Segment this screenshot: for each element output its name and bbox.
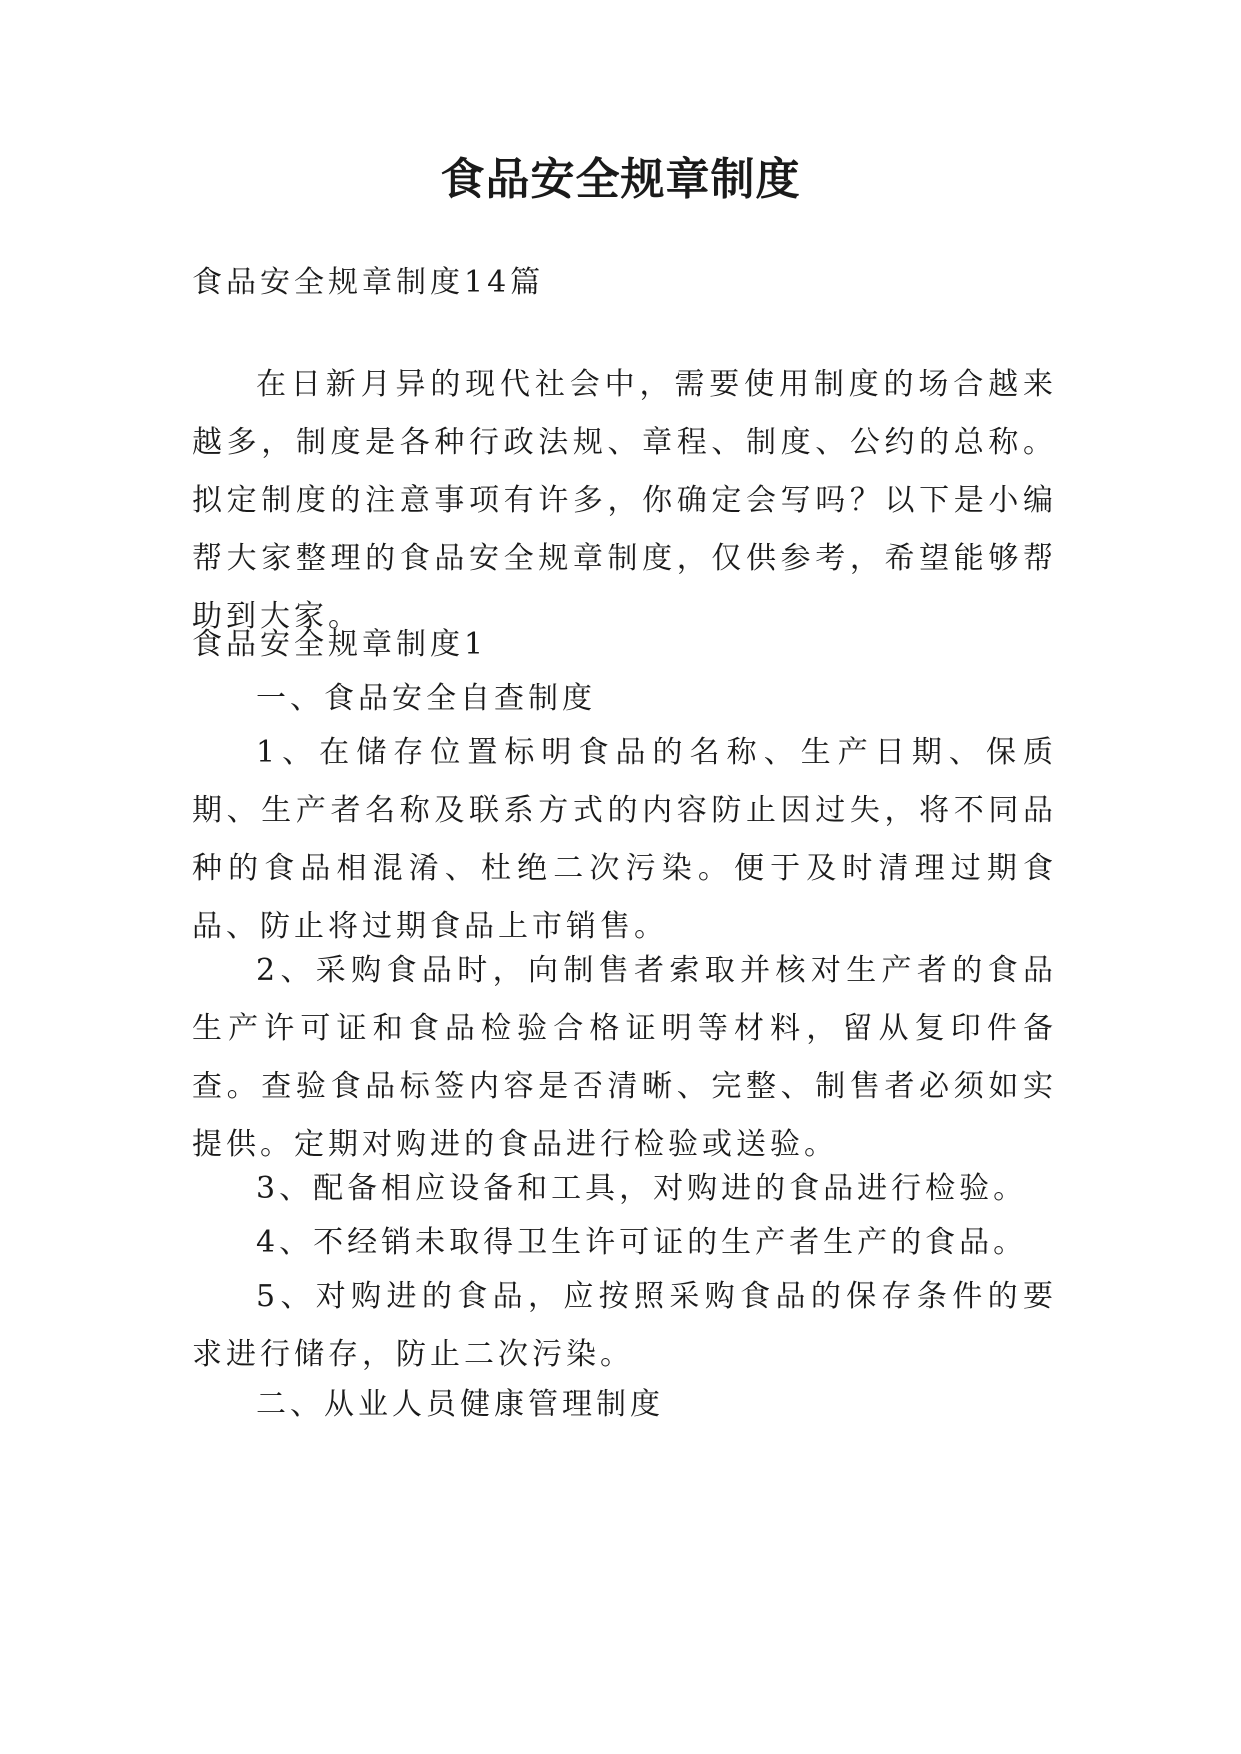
document-subtitle: 食品安全规章制度14篇 xyxy=(192,265,545,300)
part1-heading: 一、食品安全自查制度 xyxy=(256,681,596,716)
list-item-4: 4、不经销未取得卫生许可证的生产者生产的食品。 xyxy=(256,1225,1028,1260)
intro-paragraph: 在日新月异的现代社会中，需要使用制度的场合越来越多，制度是各种行政法规、章程、制度、公约的总称。拟定制度的注意事项有许多，你确定会写吗？以下是小编帮大家整理的食品安全规章制度，仅供参考，希望能够帮助到大家。 xyxy=(192,367,1057,634)
document-title: 食品安全规章制度 xyxy=(440,154,801,205)
list-item-3: 3、配备相应设备和工具，对购进的食品进行检验。 xyxy=(256,1171,1028,1206)
section-heading: 食品安全规章制度1 xyxy=(192,627,488,662)
list-item-2: 2、采购食品时，向制售者索取并核对生产者的食品生产许可证和食品检验合格证明等材料，留从复印件备查。查验食品标签内容是否清晰、完整、制售者必须如实提供。定期对购进的食品进行检验或送验。 xyxy=(192,953,1057,1162)
list-item-1: 1、在储存位置标明食品的名称、生产日期、保质期、生产者名称及联系方式的内容防止因过失，将不同品种的食品相混淆、杜绝二次污染。便于及时清理过期食品、防止将过期食品上市销售。 xyxy=(192,735,1057,944)
list-item-5: 5、对购进的食品，应按照采购食品的保存条件的要求进行储存，防止二次污染。 xyxy=(192,1279,1057,1372)
part2-heading: 二、从业人员健康管理制度 xyxy=(256,1387,664,1422)
